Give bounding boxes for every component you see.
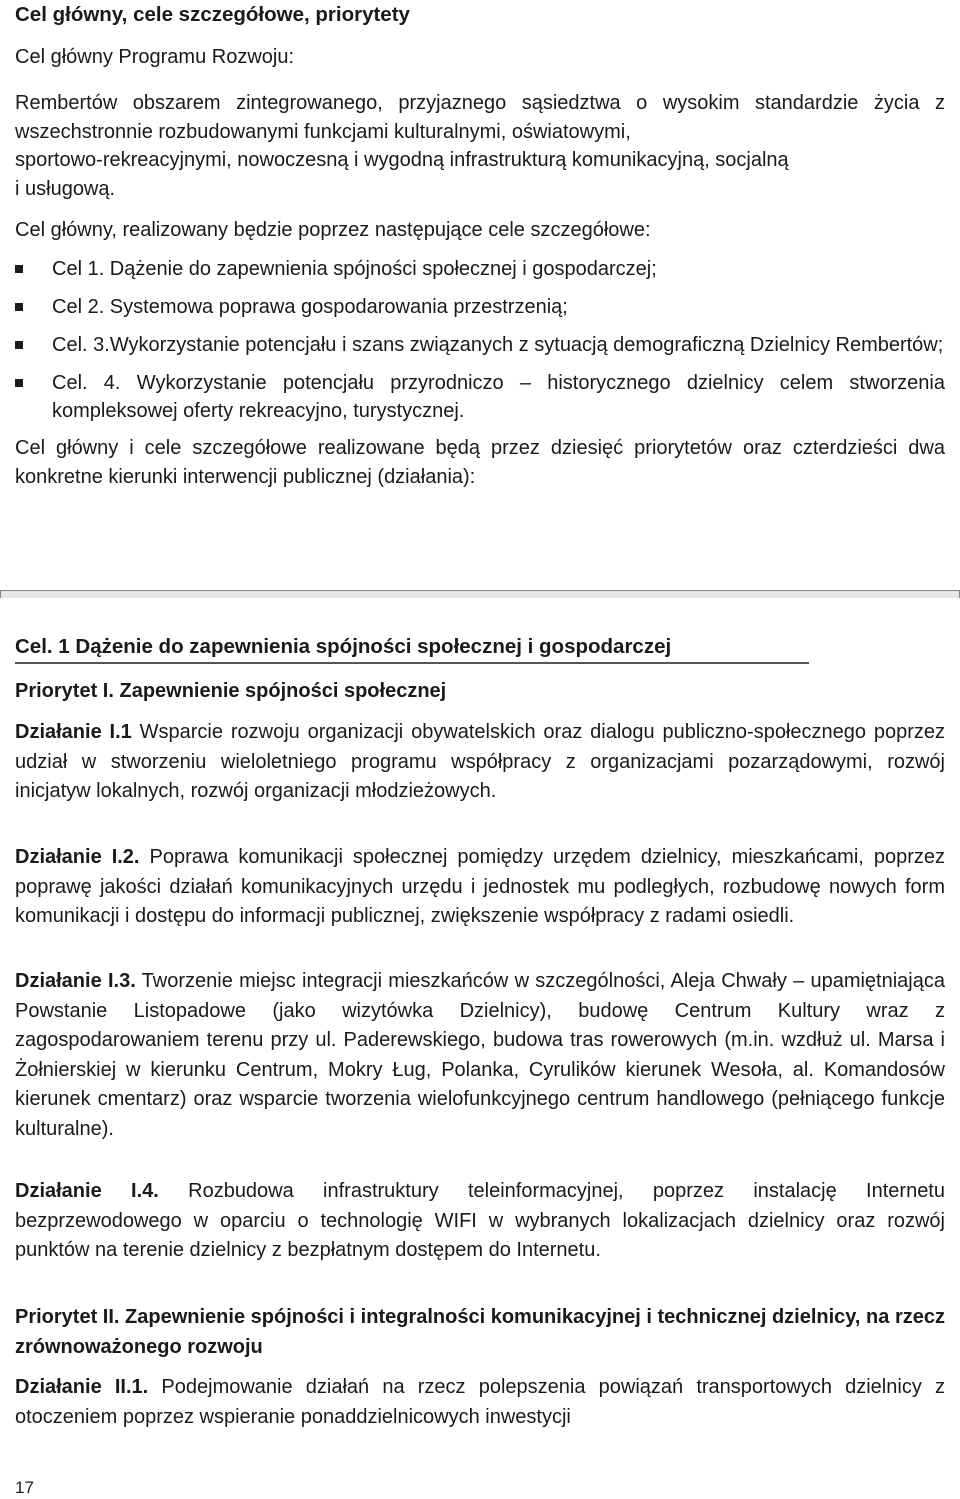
action-I-1 xyxy=(15,718,945,807)
action-label: Działanie I.3. xyxy=(15,970,136,992)
goal-1-title: Cel. 1 Dążenie do zapewnienia spójności społecznej i gospodarczej xyxy=(15,635,672,658)
page-heading: Cel główny, cele szczegółowe, priorytety xyxy=(15,3,410,26)
document-page xyxy=(15,0,945,492)
action-text: Wsparcie rozwoju organizacji obywatelskich oraz dialogu publiczno-społecznego poprzez udział w stworzeniu wieloletniego programu współpracy z organizacjami pozarządowymi, rozwój inicjatyw lokalnych, rozwój organizacji młodzieżowych. xyxy=(15,721,945,802)
action-text: Podejmowanie działań na rzecz polepszenia powiązań transportowych dzielnicy z otoczeniem poprzez wspieranie ponaddzielnicowych inwestycji xyxy=(15,1376,945,1428)
summary-paragraph: Cel główny i cele szczegółowe realizowane będą przez dziesięć priorytetów oraz czterdzieści dwa konkretne kierunki interwencji publicznej (działania): xyxy=(15,437,945,488)
priority-1-heading: Priorytet I. Zapewnienie spójności społecznej xyxy=(15,680,447,702)
action-label: Działanie I.1 xyxy=(15,721,132,743)
goal-text: Wykorzystanie potencjału przyrodniczo – historycznego dzielnicy celem stworzenia kompleksowej oferty rekreacyjno, turystycznej. xyxy=(52,372,945,422)
goal-item xyxy=(15,293,945,321)
action-I-4 xyxy=(15,1177,945,1266)
action-text: Tworzenie miejsc integracji mieszkańców w szczególności, Aleja Chwały – upamiętniająca Powstanie Listopadowe (jako wizytówka Dzielnicy), budowę Centrum Kultury wraz z zagospodarowaniem terenu przy ul. Paderewskiego, budowa tras rowerowych (m.in. wzdłuż ul. Marsa i Żołnierskiej w kierunku Centrum, Mokry Ług, Polanka, Cyrulików kierunek Wesoła, al. Komandosów kierunek cmentarz) oraz wsparcie tworzenia wielofunkcyjnego centrum handlowego (pełniącego funkcje kulturalne). xyxy=(15,970,945,1140)
vision-text: Rembertów obszarem zintegrowanego, przyjaznego sąsiedztwa o wysokim standardzie życia z wszechstronnie rozbudowanymi funkcjami kulturalnymi, oświatowymi, xyxy=(15,92,945,143)
title-underline xyxy=(15,662,809,664)
goals-lead: Cel główny, realizowany będzie poprzez następujące cele szczegółowe: xyxy=(15,219,651,241)
action-label: Działanie II.1. xyxy=(15,1376,149,1398)
goal-text: Systemowa poprawa gospodarowania przestrzenią; xyxy=(104,296,568,318)
main-goal-subheading: Cel główny Programu Rozwoju: xyxy=(15,46,295,68)
square-bullet-icon xyxy=(15,379,23,387)
action-I-3 xyxy=(15,967,945,1144)
goal-label: Cel. 3. xyxy=(52,334,110,356)
goal-item xyxy=(15,369,945,425)
action-I-2 xyxy=(15,843,945,932)
square-bullet-icon xyxy=(15,341,23,349)
goal-item xyxy=(15,331,945,359)
action-II-1 xyxy=(15,1373,945,1432)
goal-text: Dążenie do zapewnienia spójności społecznej i gospodarczej; xyxy=(104,258,657,280)
priority-2-heading: Priorytet II. Zapewnienie spójności i integralności komunikacyjnej i technicznej dzielnicy, na rzecz zrównoważonego rozwoju xyxy=(15,1306,945,1358)
action-label: Działanie I.4. xyxy=(15,1180,159,1202)
goals-list xyxy=(15,255,945,425)
action-text: Poprawa komunikacji społecznej pomiędzy urzędem dzielnicy, mieszkańcami, poprzez poprawę jakości działań komunikacyjnych urzędu i jednostek mu podległych, rozbudowę nowych form komunikacji i dostępu do informacji publicznej, zwiększenie współpracy z radami osiedli. xyxy=(15,846,945,927)
square-bullet-icon xyxy=(15,303,23,311)
action-text: Rozbudowa infrastruktury teleinformacyjnej, poprzez instalację Internetu bezprzewodowego w oparciu o technologię WIFI w wybranych lokalizacjach dzielnicy oraz rozwój punktów na terenie dzielnicy z bezpłatnym dostępem do Internetu. xyxy=(15,1180,945,1261)
goal-label: Cel 1. xyxy=(52,258,105,280)
vision-paragraph xyxy=(15,89,945,203)
goal-label: Cel 2. xyxy=(52,296,105,318)
goal-text: Wykorzystanie potencjału i szans związanych z sytuacją demograficzną Dzielnicy Rembertów; xyxy=(109,334,944,356)
vision-text-2: sportowo-rekreacyjnymi, nowoczesną i wygodną infrastrukturą komunikacyjną, socjalną xyxy=(15,149,789,171)
square-bullet-icon xyxy=(15,265,23,273)
section-box xyxy=(0,590,960,598)
vision-text-3: i usługową. xyxy=(15,177,116,200)
page-number: 17 xyxy=(15,1478,34,1497)
goal-item xyxy=(15,255,945,283)
goal-label: Cel. 4. xyxy=(52,372,121,394)
action-label: Działanie I.2. xyxy=(15,846,140,868)
